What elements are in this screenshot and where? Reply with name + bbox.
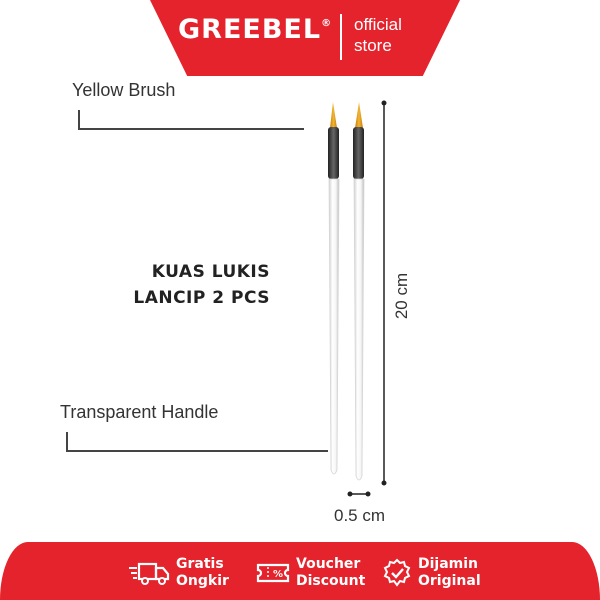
store-subtitle-line2: store [354, 36, 392, 55]
brush-left-handle [329, 179, 339, 474]
svg-text:%: % [272, 569, 284, 580]
feature-free-shipping-line2: Ongkir [176, 573, 229, 589]
handle-label: Transparent Handle [60, 402, 219, 422]
registered-mark: ® [321, 18, 333, 29]
length-dimension-label: 20 cm [392, 272, 411, 320]
feature-original [382, 556, 481, 590]
feature-voucher [256, 556, 365, 590]
brush-left-bristle [330, 102, 337, 128]
brush-right [353, 102, 364, 480]
feature-free-shipping-line1: Gratis [176, 556, 224, 572]
width-dimension-label: 0.5 cm [334, 506, 386, 525]
feature-voucher-line2: Discount [296, 573, 366, 589]
brush-right-bristle [355, 102, 363, 128]
feature-original-text [418, 556, 481, 590]
feature-voucher-text [296, 556, 365, 590]
verified-badge-icon [382, 558, 412, 588]
width-dimension-line [348, 492, 371, 497]
feature-voucher-line1: Voucher [296, 556, 361, 572]
voucher-ticket-icon [256, 559, 290, 587]
product-title-line1: KUAS LUKIS [151, 262, 270, 282]
product-title-line2: LANCIP 2 PCS [133, 288, 270, 308]
store-subtitle-line1: official [354, 15, 402, 34]
brush-left [328, 102, 339, 474]
brush-right-ferrule [353, 127, 364, 179]
feature-free-shipping-text [176, 556, 229, 590]
delivery-truck-icon [128, 559, 170, 587]
brush-left-ferrule [328, 127, 339, 179]
feature-original-line1: Dijamin [418, 556, 479, 572]
brush-right-handle [354, 179, 364, 480]
brand-name: GREEBEL [178, 14, 322, 45]
feature-free-shipping [128, 556, 229, 590]
length-dimension-line [382, 101, 387, 486]
feature-original-line2: Original [418, 573, 481, 589]
tip-label: Yellow Brush [72, 80, 176, 100]
